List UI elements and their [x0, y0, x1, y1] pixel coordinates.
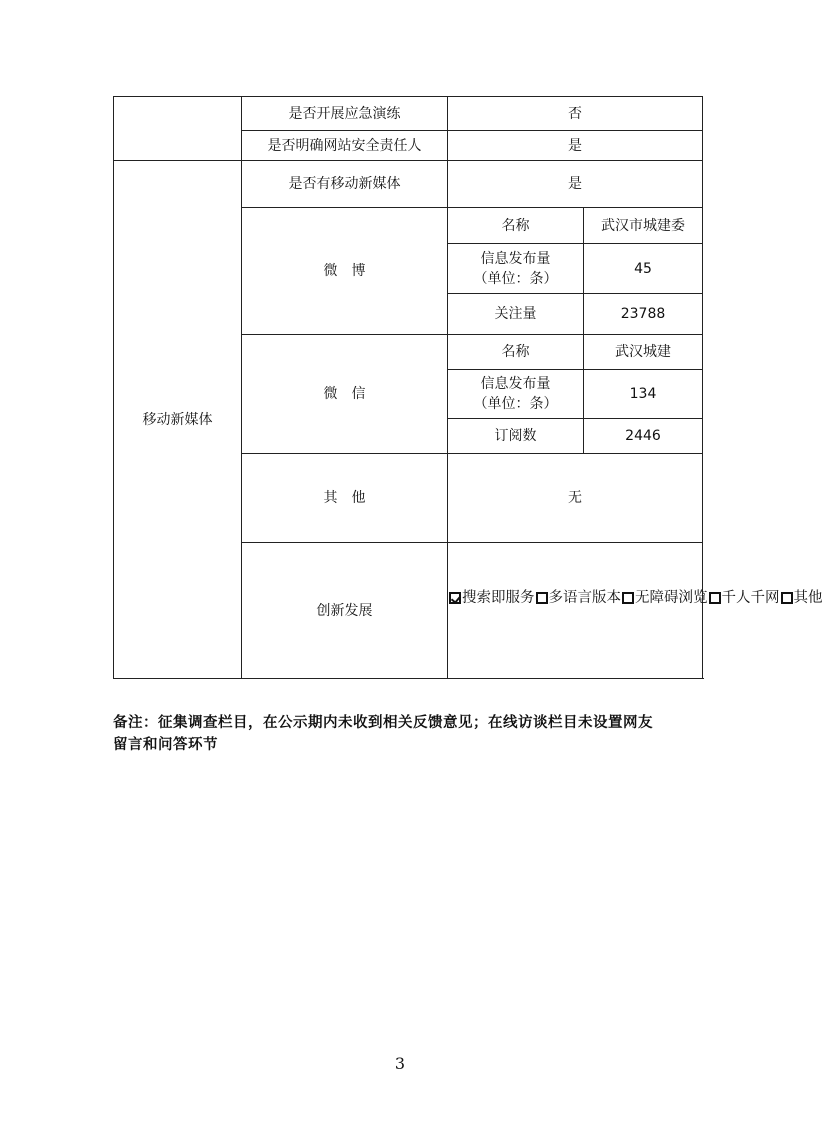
weibo-publish-label [448, 244, 584, 294]
innovation-options-cell [448, 543, 823, 679]
table-row [114, 161, 703, 208]
other-label: 其 他 [242, 454, 448, 543]
weibo-publish-value: 45 [584, 244, 703, 294]
remark-line-2: 留言和问答环节 [113, 737, 218, 753]
page-number: 3 [394, 1054, 406, 1073]
wechat-publish-label-line1: 信息发布量 [480, 376, 551, 392]
security-label: 是否明确网站安全责任人 [242, 131, 448, 161]
wechat-publish-label-line2: （单位：条） [473, 396, 558, 412]
checkbox-icon[interactable] [536, 592, 548, 604]
weibo-publish-label-line1: 信息发布量 [480, 250, 551, 267]
option-label: 无障碍浏览 [635, 589, 708, 606]
option-label: 千人千网 [721, 589, 780, 606]
has-media-label: 是否有移动新媒体 [242, 161, 448, 208]
wechat-publish-label [448, 370, 584, 419]
remark-line-1: 备注：征集调查栏目，在公示期内未收到相关反馈意见；在线访谈栏目未设置网友 [113, 715, 653, 731]
wechat-publish-value: 134 [584, 370, 703, 419]
option-label: 多语言版本 [548, 589, 621, 606]
has-media-value: 是 [448, 161, 703, 208]
wechat-name-value: 武汉城建 [584, 335, 703, 370]
checkbox-icon[interactable] [781, 592, 793, 604]
weibo-publish-label-line2: （单位：条） [473, 270, 558, 287]
weibo-follow-value: 23788 [584, 294, 703, 335]
report-table [113, 96, 823, 679]
weibo-name-value: 武汉市城建委 [584, 208, 703, 244]
section-innovation-label: 创新发展 [242, 543, 448, 679]
security-value: 是 [448, 131, 703, 161]
section-media-label: 移动新媒体 [114, 161, 242, 679]
weibo-follow-label: 关注量 [448, 294, 584, 335]
other-value: 无 [448, 454, 703, 543]
weibo-name-label: 名称 [448, 208, 584, 244]
checkbox-icon[interactable] [709, 592, 721, 604]
wechat-subscribe-label: 订阅数 [448, 419, 584, 454]
option-label: 其他 [793, 589, 823, 606]
checkbox-icon[interactable] [622, 592, 634, 604]
wechat-subscribe-value: 2446 [584, 419, 703, 454]
blank-section-cell [114, 97, 242, 161]
innovation-options [448, 588, 823, 608]
drill-label: 是否开展应急演练 [242, 97, 448, 131]
table-row [114, 97, 703, 131]
remark-note [113, 712, 703, 756]
wechat-label: 微 信 [242, 335, 448, 454]
weibo-label: 微 博 [242, 208, 448, 335]
wechat-name-label: 名称 [448, 335, 584, 370]
checkbox-icon[interactable] [449, 592, 461, 604]
drill-value: 否 [448, 97, 703, 131]
option-label: 搜索即服务 [462, 589, 535, 606]
